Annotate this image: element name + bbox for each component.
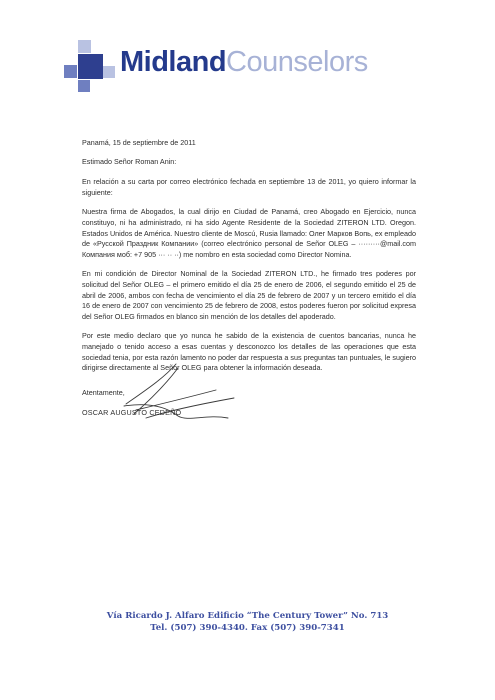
logo-square-left <box>64 65 77 78</box>
brand-wordmark <box>120 44 368 80</box>
signer-name: OSCAR AUGUSTO CEDEÑO <box>82 407 182 417</box>
brand-name-secondary: Counselors <box>226 46 368 78</box>
logo-square-right <box>103 66 115 78</box>
letter-paragraph-intro: En relación a su carta por correo electrónico fechada en septiembre 13 de 2011, yo quiero informar la siguiente: <box>82 177 416 197</box>
logo-squares-icon <box>64 40 112 92</box>
company-logo <box>64 40 368 96</box>
letter-body <box>82 138 416 428</box>
letter-closing: Atentamente, <box>82 387 125 397</box>
letter-greeting: Estimado Señor Roman Anin: <box>82 156 177 166</box>
footer-address: Vía Ricardo J. Alfaro Edificio “The Century Tower” No. 713 <box>106 611 389 621</box>
logo-square-big <box>78 54 103 79</box>
brand-name-primary: Midland <box>120 46 227 78</box>
letter-date: Panamá, 15 de septiembre de 2011 <box>82 138 196 147</box>
handwritten-signature-icon <box>116 360 266 440</box>
letter-paragraph-director: En mi condición de Director Nominal de la Sociedad ZITERON LTD., he firmado tres poderes por solicitud del Señor OLEG – el primero emitido el día 25 de enero de 2006, el segundo emitido el 25 de abril de 2006, ambos con fecha de vencimiento el día 25 de febrero de 2007 y un tercero emitido el día 16 de enero de 2007 con vencimiento 25 de febrero de 2008, estos poderes fueron por solicitud expresa del Señor OLEG firmados en blanco sin mención de los detalles del apoderado. <box>82 269 416 321</box>
logo-square-bottom <box>78 80 90 92</box>
logo-square-top <box>78 40 91 53</box>
footer-phones: Tel. (507) 390-4340. Fax (507) 390-7341 <box>150 623 345 633</box>
letter-paragraph-declaration: Por este medio declaro que yo nunca he sabido de la existencia de cuentos bancarias, nunca he manejado o tenido acceso a esas cuentas y desconozco los detalles de las operaciones que esta sociedad tenia, por esta razón lamento no poder dar respuesta a sus preguntas tan puntuales, le sugiero dirigirse directamente al Señor OLEG para obtener la información deseada. <box>82 331 416 373</box>
letter-paragraph-firm: Nuestra firma de Abogados, la cual dirijo en Ciudad de Panamá, creo Abogado en Ejercicio, nunca constituyo, ni ha administrado, ni ha sido Agente Residente de la Sociedad ZITERON LTD. Oregon. Estados Unidos de América. Nuestro cliente de Moscú, Rusia llamado: Олег Марков Вопь, ex empleado de «Русской Праздник Компании» (correo electrónico personal de Señor OLEG – ·········@mail.com Компания моб: +7 905 ··· ·· ··) me nombro en esta sociedad como Director Nomina. <box>82 207 416 259</box>
signature-block <box>82 388 416 428</box>
letterhead-footer <box>0 610 495 634</box>
